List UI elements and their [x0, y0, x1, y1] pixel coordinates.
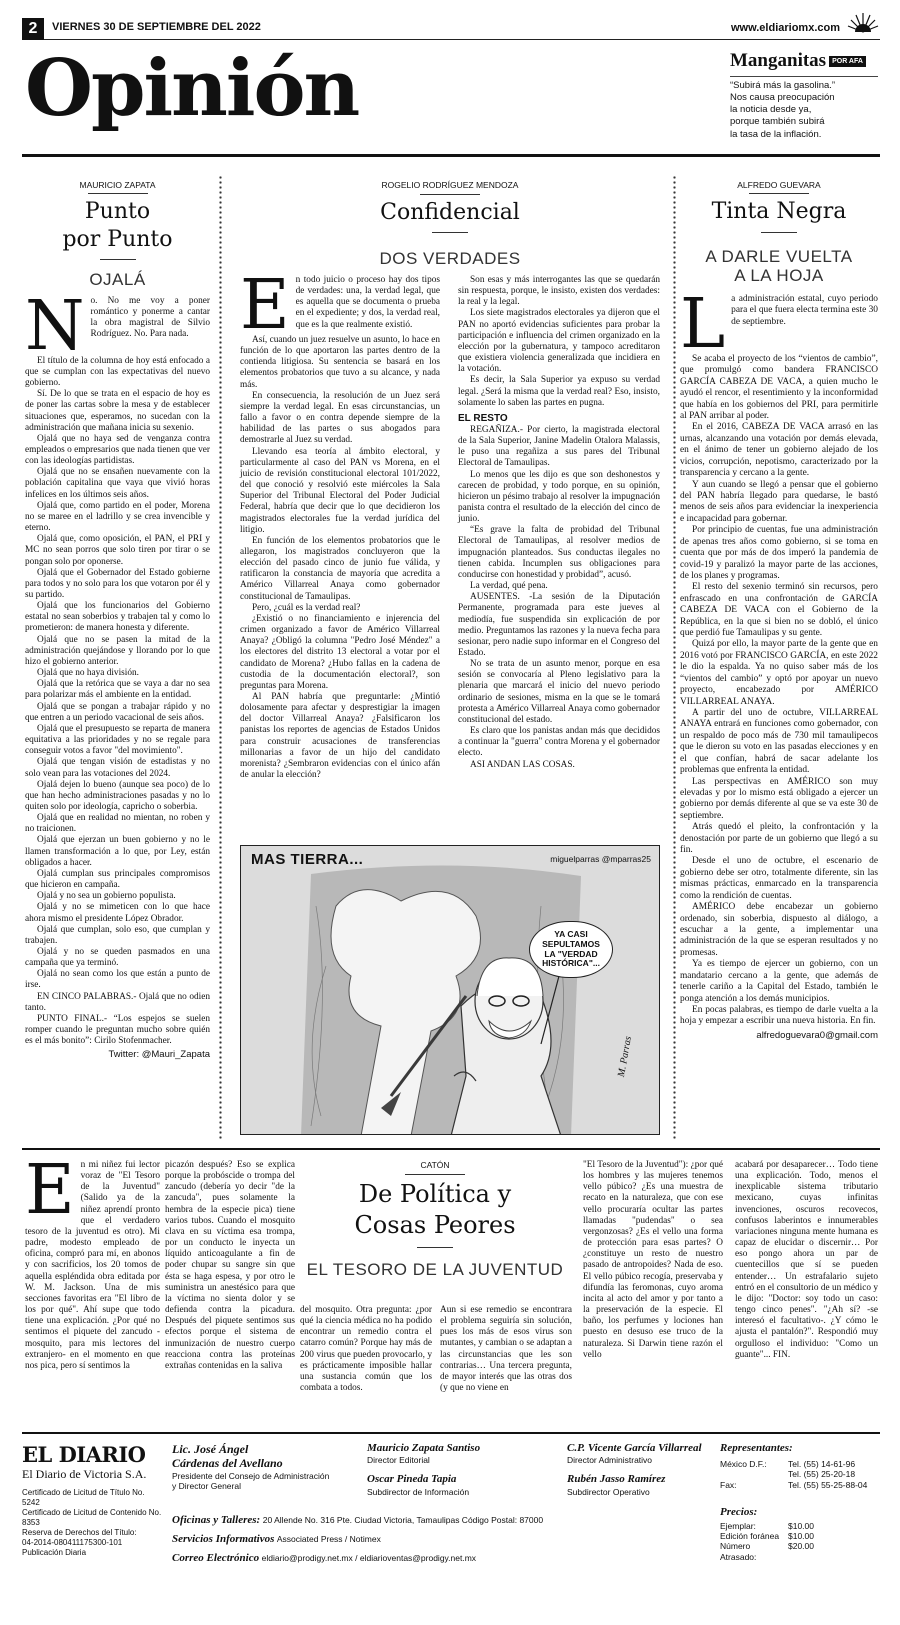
staff-name: Rubén Jasso Ramírez	[567, 1473, 666, 1486]
paragraph: A partir del uno de octubre, VILLARREAL ANAYA entrará en funciones como gobernador, con un respaldo de poco más de 730 mil tamaulipecos que le dieron su voto en las pasadas elecciones y en el que confían, habrá de sacar adelante los problemas que enfrenta la entidad.	[680, 707, 878, 776]
paragraph: PUNTO FINAL.- “Los espejos se suelen romper cuando le preguntan mucho sobre quién es el más bonito”: Cirilo Stofenmacher.	[25, 1013, 210, 1047]
paragraph: Lo menos que les dijo es que son deshonestos y carecen de probidad, y todo porque, en su opinión, hicieron un pésimo trabajo al resolver la impugnación panista contra el resultado de la elección del cinco de junio.	[458, 469, 660, 525]
column-name-divider	[417, 1247, 453, 1248]
director-name: Cárdenas del Avellano	[172, 1456, 283, 1471]
paragraph: Ojalá que el Gobernador del Estado gobierne para todos y no solo para los que votaron por él y su partido.	[25, 567, 210, 601]
paragraph: Es decir, la Sala Superior ya expuso su verdad legal. ¿Será la misma que la verdad real? Eso, insisto, solamente lo saben las partes en pugna.	[458, 375, 660, 408]
caton-column-2	[165, 1160, 295, 1428]
caton-header	[300, 1160, 570, 1280]
services-value: Associated Press / Notimex	[276, 1534, 381, 1545]
paragraph: Pero, ¿cuál es la verdad real?	[252, 602, 361, 613]
paragraph: Ojalá que la retórica que se vaya a dar no sea para polarizar más el ambiente en la entidad.	[25, 679, 210, 701]
byline-divider	[405, 1174, 465, 1175]
offices-value: 20 Allende No. 316 Pte. Ciudad Victoria, Tamaulipas Código Postal: 87000	[262, 1515, 544, 1525]
byline-divider	[88, 193, 148, 194]
rep-phone: Tel. (55) 14-61-96	[788, 1459, 856, 1470]
column-name: Tinta Negra	[711, 199, 847, 225]
brand-block	[22, 1442, 162, 1558]
paragraph: Ya es tiempo de ejercer un gobierno, con un mandatario cercano a la gente, que además de tenerle cariño a la Capital del Estado, también le ponga atención a los demás municipios.	[680, 959, 878, 1004]
representatives-block	[720, 1442, 880, 1562]
paragraph: Y aun cuando se llegó a pensar que el gobierno del PAN habría llegado para quedarse, le bastó menos de seis años para evidenciar la inexperiencia e incapacidad para gobernar.	[680, 479, 878, 524]
paragraph: o. No me voy a poner romántico y ponerme a cantar la obra magistral de Silvio Rodríguez. No. Para nada.	[90, 295, 210, 340]
paragraph: Son esas y más interrogantes las que se quedarán sin respuesta, porque, le insisto, existen dos verdades: la real y la legal.	[458, 275, 660, 308]
paragraph: Ojalá y no se mimeticen con lo que hace ahora mismo el presidente López Obrador.	[25, 902, 210, 924]
headline: EL TESORO DE LA JUVENTUD	[306, 1260, 564, 1280]
speech-bubble: YA CASI SEPULTAMOS LA "VERDAD HISTÓRICA"...	[529, 921, 613, 978]
director-block	[172, 1442, 342, 1491]
paragraph: Ojalá que los funcionarios del Gobierno estatal no sean soberbios y trabajen tal y como lo prometieron: de manera honesta y diferente.	[25, 601, 210, 634]
column-tinta-negra	[680, 180, 878, 1145]
rep-phone: Tel. (55) 25-20-18	[788, 1469, 856, 1480]
paragraph: Atrás quedó el pleito, la confrontación y la denostación por parte de un gobierno que llegó a su fin.	[680, 822, 878, 856]
paragraph: picazón después? Eso se explica porque la probóscide o trompa del zancudo (debería yo decir "de la zancuda", pues solamente la hembra de la especie pica) tiene varios tubos. Cuando el mosquito clava en su víctima esa trompa, por un conducto le inyecta un líquido anticoagulante a fin de poder chupar su sangre sin que ésta se haga espesa, y por otro le suministra un anestésico para que la víctima no sienta dolor y se defienda contra la picadura. Después del piquete sentimos sus efectos porque el sistema de inmunización de nuestro cuerpo reacciona contra las proteínas extrañas contenidas en la saliva	[165, 1160, 295, 1371]
price-row	[720, 1521, 880, 1531]
paragraph: Sí. De lo que se trata en el espacio de hoy es de poner las cartas sobre la mesa y de establecer situaciones que, esperamos, no sucedan con la administración que mañana inicia su sexenio.	[25, 389, 210, 433]
price-label: Ejemplar:	[720, 1520, 756, 1531]
paragraph: En función de los elementos probatorios que le allegaron, los magistrados concluyeron que la elección del pasado cinco de junio fue válida, y ratificaron la constancia de mayoría que acredita a Américo Villarreal Anaya como gobernador constitucional de Tamaulipas.	[240, 535, 440, 602]
rep-city: México D.F.:	[720, 1459, 767, 1470]
rep-phone: Tel. (55) 55-25-88-04	[788, 1479, 868, 1490]
price-value: $10.00	[788, 1520, 814, 1531]
paragraph: EN CINCO PALABRAS.- Ojalá que no odien tanto.	[25, 991, 210, 1013]
cartoon-drawing	[241, 846, 660, 1135]
contact-block	[172, 1514, 712, 1566]
column-confidencial-header	[240, 180, 660, 269]
paragraph: ¿Existió o no financiamiento e injerencia del crimen organizado a favor de Américo Villarreal Anaya? ¿Obligó la columna "Pedro José Méndez" a los electores del distrito 13 electoral a votar por el candidato de Morena? ¿Hubo fallas en la cadena de custodia de la documentación electoral?, son preguntas para Morena.	[240, 613, 440, 691]
paragraph: Ojalá que no haya división.	[37, 668, 139, 679]
paragraph: La verdad, qué pena.	[470, 581, 548, 592]
services-label: Servicios Informativos	[172, 1533, 275, 1546]
author-email[interactable]: alfredoguevara0@gmail.com	[756, 1029, 878, 1041]
column-name-line: Punto	[84, 199, 151, 225]
manganitas-box	[730, 50, 878, 141]
paragraph: Al PAN habría que preguntarle: ¿Mintió dolosamente para afectar y desprestigiar la imagen del doctor Villarreal Anaya? ¿Falsificaron los panistas los reportes de agencias de Estados Unidos para construir acusaciones de transferencias millonarias a favor de un hijo del candidato morenista? ¿Sembraron evidencias con el único afán de anular la elección?	[240, 692, 440, 781]
column-divider	[218, 175, 223, 1140]
paragraph: Ojalá que en realidad no mientan, no roben y no traicionen.	[25, 813, 210, 835]
manganitas-line: Nos causa preocupación	[730, 92, 835, 104]
paragraph: ASI ANDAN LAS COSAS.	[470, 759, 575, 770]
column-confidencial-right	[458, 275, 660, 840]
paragraph: n mi niñez fui lector voraz de "El Tesoro de la Juventud" (Salido ya de la niñez aprendí pronto que el verdadero tesoro de la juventud es otro). Mi padre, modesto empleado de oficina, compró para mí, en abonos y con sacrificios, los 20 tomos de aquella espléndida obra editada por W. M. Jackson. Una de mis secciones favoritas era "El libro de los por qué". Ahí supe que todo tiene una explicación. ¿Por qué no sentimos el piquete del zancudo -mosquito, para mis lectores del extranjero- en el momento en que nos pica, pero sí sentimos la	[25, 1160, 160, 1371]
section-title: Opinión	[25, 43, 359, 134]
paragraph: En consecuencia, la resolución de un Juez será siempre la verdad legal. En esas circunstancias, un fallo a favor o en contra depende siempre de la habilidad de las partes o sus abogados para demostrarle al Juez su verdad.	[240, 390, 440, 446]
paragraph-list	[680, 354, 878, 1028]
paragraph: “Es grave la falta de probidad del Tribunal Electoral de Tamaulipas, al resolver medios de impugnación planteados. Sus conductas ilegales no tienen cabida. Incumplen sus obligaciones para conducirse con honestidad y probidad”, acusó.	[458, 525, 660, 580]
legal-line: Certificado de Licitud de Contenido No. 8353	[22, 1507, 162, 1527]
byline-divider	[749, 193, 809, 194]
paragraph: del mosquito. Otra pregunta: ¿por qué la ciencia médica no ha podido encontrar un remedio contra el catarro común? Porque hay más de 200 virus que pueden provocarlo, y es prácticamente imposible hallar una sustancia común que los combata a todos.	[300, 1305, 432, 1394]
column-punto-por-punto	[25, 180, 210, 1145]
paragraph: Desde el uno de octubre, el escenario de gobierno debe ser otro, totalmente diferente, sin las mismas prácticas, enmarcado en la transparencia como la rendición de cuentas.	[680, 856, 878, 901]
column-name	[300, 1179, 570, 1241]
staff-title: Director Editorial	[367, 1455, 430, 1466]
staff-name: Mauricio Zapata Santiso	[367, 1442, 481, 1454]
paragraph: Se acaba el proyecto de los “vientos de cambio”, que promulgó como bandera FRANCISCO GARCÍA CABEZA DE VACA, a quien mucho le ayudó el rencor, el resentimiento y la inconformidad que había en los gobiernos del PRI, para permitirle al PAN arribar al poder.	[680, 353, 878, 422]
manganitas-text	[730, 76, 878, 141]
rep-row	[720, 1480, 880, 1490]
paragraph: Ojalá que se pongan a trabajar rápido y no que entren a un periodo vacacional de seis años.	[25, 701, 210, 723]
manganitas-line: la tasa de la inflación.	[730, 128, 822, 140]
paragraph: Por principio de cuentas, fue una administración de apenas tres años como gobierno, si se toma en cuenta que por más de dos imperó la pandemia de covid-19 y paralizó la mayor parte de las acciones, de los planes y programas.	[680, 525, 878, 581]
staff-block-1	[367, 1442, 567, 1497]
column-name	[25, 198, 210, 253]
caton-column-1	[25, 1160, 160, 1428]
paragraph: Es claro que los panistas andan más que decididos a continuar la "guerra" contra Morena y el gobernador electo.	[458, 726, 660, 759]
byline: CATÓN	[420, 1160, 450, 1170]
paragraph: acabará por desaparecer… Todo tiene una explicación. Todo, menos el inexplicable sistema tributario mexicano, cuyas infinitas invenciones, oscuros recovecos, confusos laberintos e innumerables variaciones ninguna mente humana es capaz de elucidar o discernir… Por eso pongo ahora un par de cuentecillos que sí se pueden entender… Un estrafalario sujeto entró en el consultorio de un médico y le dijo: "Doctor: soy todo un caso: tengo cinco penes". "¿Ah sí? -se interesó el facultativo-. ¿Y cómo le ajusta el pantalón?". Respondió muy orgulloso el individuo: "Como un guante"... FIN.	[735, 1160, 878, 1360]
email-label: Correo Electrónico	[172, 1552, 260, 1565]
price-value: $20.00	[788, 1541, 814, 1552]
rep-city: Fax:	[720, 1479, 737, 1490]
director-title: Presidente del Consejo de Administración	[172, 1470, 330, 1481]
paragraph: Quizá por ello, la mayor parte de la gente que en 2016 votó por FRANCISCO GARCÍA, en este 2022 le dio la espalda. Ya no quiso saber más de los “vientos del cambio” y optó por apoyar un nuevo proyecto, encabezado por AMÉRICO VILLARREAL ANAYA.	[680, 639, 878, 707]
paragraph: AUSENTES. -La sesión de la Diputación Permanente, programada para este jueves al mediodía, fue suspendida sin explicación de por medio. Preguntamos las razones y la nueva fecha para sesionar, pero nadie supo informar en el Congreso del Estado.	[458, 592, 660, 658]
manganitas-line: la noticia desde ya,	[730, 104, 812, 116]
rep-row	[720, 1459, 880, 1469]
paragraph: n todo juicio o proceso hay dos tipos de verdades: una, la verdad legal, que es aquella que se documenta o prueba en el expediente; y dos, la verdad real, que es la que realmente existió.	[295, 275, 440, 330]
manganitas-line: porque también subirá	[730, 116, 825, 128]
caton-column-3b	[440, 1305, 572, 1425]
paragraph: Ojalá cumplan sus principales compromisos que hicieron en campaña.	[25, 868, 210, 891]
price-label: Edición foránea	[720, 1531, 780, 1542]
byline: ROGELIO RODRÍGUEZ MENDOZA	[381, 180, 519, 190]
headline	[680, 247, 878, 286]
column-confidencial-left	[240, 275, 440, 840]
column-name-divider	[100, 259, 136, 260]
manganitas-title: Manganitas	[730, 50, 827, 71]
byline: MAURICIO ZAPATA	[79, 180, 156, 190]
staff-name: Oscar Pineda Tapia	[367, 1473, 457, 1486]
staff-name: C.P. Vicente García Villarreal	[567, 1442, 702, 1454]
legal-line: 04-2014-080411175300-101	[22, 1537, 123, 1547]
column-name-divider	[761, 232, 797, 233]
offices-label: Oficinas y Talleres:	[172, 1514, 261, 1526]
drop-cap: E	[25, 1160, 75, 1230]
paragraph: Ojalá que no se pasen la mitad de la administración quejándose y llorando por lo que hizo el gobierno anterior.	[25, 634, 210, 667]
drop-cap: E	[240, 275, 290, 335]
paragraph: En el 2016, CABEZA DE VACA arrasó en las urnas, alcanzando una votación por demás elevada, en el ánimo de tener un gobierno alejado de los vicios, corrupción, nepotismo, caracterizado por la transparencia y cercano a la gente.	[680, 422, 878, 479]
paragraph: AMÉRICO debe encabezar un gobierno ordenado, sin soberbia, dispuesto al diálogo, a escuchar a la gente, a implementar una administración de la que se esperan resultados y no promesas.	[680, 902, 878, 958]
legal-line: Certificado de Licitud de Título No. 5242	[22, 1487, 145, 1507]
drop-cap: N	[25, 295, 85, 356]
caton-column-5	[735, 1160, 878, 1428]
band-rule	[22, 1148, 880, 1150]
brand-logo: EL DIARIO	[22, 1442, 146, 1467]
paragraph-list	[458, 275, 660, 409]
paragraph: Ojalá y no sea un gobierno populista.	[37, 891, 176, 902]
article-body	[240, 275, 440, 335]
paragraph: Ojalá dejen lo bueno (aunque sea poco) de lo que han hecho administraciones pasadas y no lo quiten solo por ideología, capricho o soberbia.	[25, 779, 210, 812]
paragraph: Ojalá que tengan visión de estadistas y no solo vean para las votaciones del 2024.	[25, 757, 210, 779]
representatives-title: Representantes:	[720, 1442, 793, 1454]
paragraph: Ojalá y no se queden pasmados en una campaña que ya terminó.	[25, 947, 210, 969]
paragraph: Ojalá que no haya sed de venganza contra empleados o empresarios que nada tienen que ver con las ideologías partidistas.	[25, 433, 210, 467]
rep-city	[720, 1469, 788, 1479]
editorial-cartoon	[240, 845, 660, 1135]
column-divider	[672, 175, 677, 1140]
paragraph: El título de la columna de hoy está enfocado a que se cumplan con las expectativas del nuevo gobierno.	[25, 355, 210, 389]
paragraph: "El Tesoro de la Juventud"): ¿por qué los hombres y las mujeres tenemos vello púbico? ¿Es una muestra de recato en la naturaleza, que con ese vello procuraría ocultar las partes llamadas "pudendas" o sea vergonzosas? ¿Es el vello una forma de protección para esas partes? O ¿constituye un resto de nuestro pasado de antropoides? Nada de eso. El vello púbico recogía, preservaba y difundía las feromonas, cuyo aroma incita al acto del amor y por tanto a la preservación de la especie. El baño, los perfumes y lociones han puesto en desuso ese truco de la naturaleza. Si Darwin tiene razón el vello	[583, 1160, 723, 1360]
paragraph: Ojalá que el presupuesto se reparta de manera equitativa a las prioridades y no se regale para conseguir votos a favor "del movimiento".	[25, 723, 210, 757]
dateline: VIERNES 30 DE SEPTIEMBRE DEL 2022	[52, 21, 261, 33]
paragraph: a administración estatal, cuyo periodo para el que fuera electa termina este 30 de septiembre.	[731, 293, 878, 327]
paragraph: Ojalá que, como partido en el poder, Morena no se maree en el ladrillo y se crea invencible y eterno.	[25, 500, 210, 534]
paragraph-list	[240, 335, 440, 781]
sun-logo-icon	[846, 12, 880, 34]
column-name-line: Cosas Peores	[354, 1210, 516, 1239]
prices-title: Precios:	[720, 1505, 758, 1518]
paragraph: Llevando esa teoría al ámbito electoral, y particularmente al caso del PAN vs Morena, en el juicio de revisión constitucional electoral 101/2022, del que conoció y resolvió este miércoles la Sala Superior del Tribunal Electoral del Poder Judicial Federal, habría que decir que lo que decidieron los magistrados electorales fue la verdad jurídica del litigio.	[240, 446, 440, 535]
paragraph: El resto del sexenio terminó sin recursos, pero enfrascado en una confrontación de GARCÍA CABEZA DE VACA con el Gobierno de la República, en la que si bien no se dobló, el único que perdió fue Tamaulipas y su gente.	[680, 582, 878, 639]
legal-line: Reserva de Derechos del Título:	[22, 1527, 137, 1537]
column-name: Confidencial	[380, 199, 520, 225]
cartoon-title: MAS TIERRA...	[251, 851, 364, 868]
website-link[interactable]: www.eldiariomx.com	[730, 22, 840, 34]
paragraph: Las perspectivas en AMÉRICO son muy elevadas y por lo mismo está obligado a ejercer un gobierno por demás diferente al que se va este 30 de septiembre.	[680, 776, 878, 821]
staff-block-2	[567, 1442, 717, 1497]
article-body	[25, 1160, 160, 1372]
headline: DOS VERDADES	[379, 249, 521, 269]
headline-line: A LA HOJA	[734, 266, 824, 286]
masthead-footer	[22, 1438, 880, 1613]
footer-rule	[22, 1432, 880, 1434]
manganitas-line: “Subirá más la gasolina.”	[730, 80, 836, 91]
caton-column-3a	[300, 1305, 432, 1425]
cartoonist-signature: M. Parras	[616, 1035, 634, 1078]
headline-line: A DARLE VUELTA	[705, 246, 853, 266]
director-title: y Director General	[172, 1480, 241, 1491]
legal-info	[22, 1488, 162, 1558]
paragraph-list	[25, 356, 210, 1048]
paragraph: Los siete magistrados electorales ya dijeron que el PAN no aportó evidencias suficientes para probar la participación e influencia del crimen organizado en la elección por la gubernatura, y tampoco acreditaron que existiera violencia generalizada que incidiera en la votación.	[458, 308, 660, 375]
article-body	[25, 296, 210, 356]
paragraph: Así, cuando un juez resuelve un asunto, lo hace en función de lo que aportaron las partes dentro de la contienda litigiosa. Su sentencia se basará en los elementos probatorios que tuvo a su alcance, y nada más.	[240, 335, 440, 390]
rep-row	[720, 1469, 880, 1479]
price-label: Número Atrasado:	[720, 1541, 757, 1562]
paragraph-list	[458, 425, 660, 771]
director-name: Lic. José Ángel	[172, 1442, 249, 1456]
price-row	[720, 1541, 880, 1561]
email-value[interactable]: eldiario@prodigy.net.mx / eldiarioventas@prodigy.net.mx	[261, 1553, 477, 1564]
cartoon-social-handles: miguelparras @mparras25	[550, 854, 651, 864]
column-name-divider	[432, 232, 468, 233]
paragraph: REGAÑIZA.- Por cierto, la magistrada electoral de la Sala Superior, Janine Madelin Otalora Malassis, le puso una regañiza a sus pares del Tribunal Electoral de Tamaulipas.	[458, 424, 660, 469]
article-body	[680, 294, 878, 354]
price-row	[720, 1531, 880, 1541]
paragraph: Ojalá que ejerzan un buen gobierno y no le llamen transformación a lo que, por Ley, están obligados a hacer.	[25, 835, 210, 868]
paragraph: Ojalá que no se ensañen nuevamente con la población capitalina que vaya que vivió horas infelices en los últimos seis años.	[25, 467, 210, 500]
staff-title: Subdirector Operativo	[567, 1486, 650, 1497]
header-rule	[22, 154, 880, 157]
headline: OJALÁ	[89, 270, 146, 290]
caton-column-4	[583, 1160, 723, 1428]
column-name-line: por Punto	[62, 226, 173, 252]
paragraph: No se trata de un asunto menor, porque en esa sesión se convocaría al Pleno legislativo para la plenaria que marcará el inicio del nuevo periodo ordinario de sesiones, misma en la que se le tomará protesta a Américo Villarreal Anaya como gobernador constitucional del estado.	[458, 659, 660, 725]
paragraph: Ojalá que cumplan, solo eso, que cumplan y trabajen.	[25, 924, 210, 946]
brand-company: El Diario de Victoria S.A.	[22, 1467, 147, 1482]
staff-title: Subdirector de Información	[367, 1486, 470, 1497]
price-value: $10.00	[788, 1531, 814, 1542]
drop-cap: L	[680, 293, 726, 354]
paragraph: Ojalá no sean como los que están a punto de irse.	[25, 969, 210, 991]
column-name-line: De Política y	[358, 1179, 512, 1208]
paragraph: Ojalá que, como oposición, el PAN, el PRI y MC no sean porros que solo tiren por tirar o se pongan solo por oponerse.	[25, 534, 210, 567]
staff-title: Director Administrativo	[567, 1455, 653, 1466]
paragraph: En pocas palabras, es tiempo de darle vuelta a la hoja y empezar a escribir una nueva historia. En fin.	[680, 1004, 878, 1027]
byline: ALFREDO GUEVARA	[737, 180, 821, 190]
byline-divider	[420, 194, 480, 195]
paragraph: Aun si ese remedio se encontrara el problema seguiría sin solución, pues los más de esos virus son mutantes, y cambian o se adaptan a las circunstancias que les son contrarias… Una tercera pregunta, de mayor interés que las otras dos (y que no viene en	[440, 1305, 572, 1394]
twitter-handle[interactable]: Twitter: @Mauri_Zapata	[108, 1049, 210, 1061]
subhead: EL RESTO	[458, 412, 508, 424]
top-bar	[22, 18, 880, 40]
legal-line: Publicación Diaria	[22, 1547, 87, 1557]
manganitas-badge: POR AFA	[829, 56, 866, 67]
page-number: 2	[22, 18, 44, 40]
